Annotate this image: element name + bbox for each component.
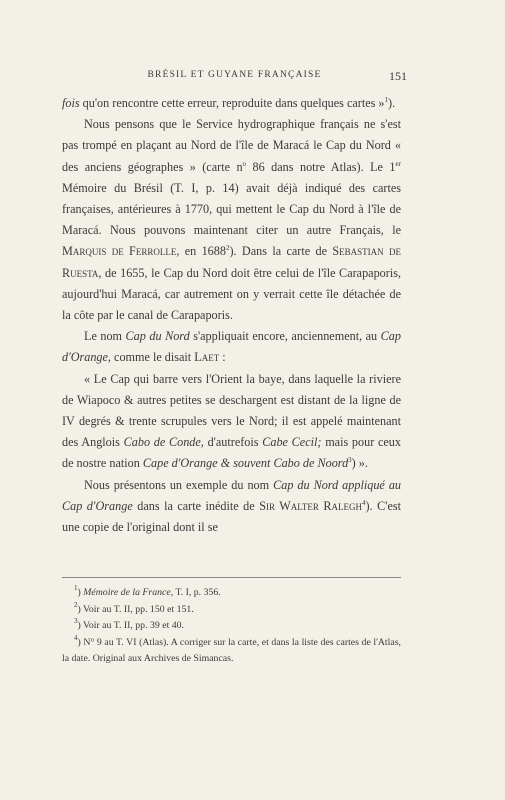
- paragraph-continuation: [62, 93, 401, 114]
- text-span: ).: [388, 96, 396, 110]
- footnote-3: $^3$) Voir au T. II, pp. 39 et 40.: [74, 617, 184, 631]
- italic-text: Cap du Nord appliqué au Cap d'Orange: [62, 477, 402, 513]
- footnote-ref: 4: [362, 498, 366, 507]
- footnote-number: 4: [74, 633, 78, 642]
- paragraph-ralegh: [62, 475, 401, 539]
- paragraph-quote: [62, 369, 401, 475]
- small-caps-name: Sir Walter Ralegh: [259, 498, 363, 513]
- text-span: d'autrefois: [203, 435, 263, 450]
- footnote-number: 3: [74, 617, 78, 625]
- text-span: :: [219, 350, 226, 365]
- small-caps-name: Sebastian de Ruesta: [62, 244, 401, 280]
- italic-text: Cape d'Orange & souvent Cabo de Noord: [142, 456, 349, 471]
- text-span: ). Dans la carte de: [229, 244, 333, 259]
- footnote-ref: 1: [384, 96, 389, 104]
- superscript: er: [395, 159, 401, 168]
- italic-text: Cabo de Conde,: [123, 435, 204, 450]
- text-span: Nous pensons que le Service hydrographique français ne s'est pas trompé en plaçant au Nord de l'île de Maracá le Cap du Nord « des anciens géographes » (carte n: [62, 117, 401, 174]
- footnote-text: Voir au T. II, pp. 39 et 40.: [80, 620, 184, 631]
- italic-text: Cap d'Orange,: [62, 329, 401, 365]
- footnote-ref: 3: [348, 456, 352, 465]
- italic-text: Mémoire de la France,: [83, 587, 174, 598]
- text-span: « Le Cap qui barre vers l'Orient la baye, dans laquelle la riviere de Wiapoco & autres petites se deschargent est distant de la ligne de IV degrés & trente scrupules vers le Nord; il est appelé maintenant des Anglois: [62, 371, 401, 450]
- italic-text: Cabe Cecil;: [262, 435, 322, 450]
- small-caps-name: Laet: [194, 350, 220, 365]
- footnote-text: N° 9 au T. VI (Atlas). A corriger sur la carte, et dans la liste des cartes de l'Atlas, la date. Original aux Archives de Simancas.: [62, 636, 401, 664]
- page-number: 151: [389, 69, 407, 83]
- footnote-2: $^2$) Voir au T. II, pp. 150 et 151.: [74, 600, 194, 615]
- superscript: o: [242, 159, 247, 168]
- text-span: 86 dans notre Atlas). Le 1: [246, 159, 396, 174]
- running-head: [62, 70, 407, 86]
- footnotes: [62, 585, 401, 668]
- footnote-number: 1: [74, 584, 78, 592]
- text-span: Nous présentons un exemple du nom: [84, 477, 274, 492]
- footnote-text: Voir au T. II, pp. 150 et 151.: [80, 603, 194, 615]
- text-span: , de 1655, le Cap du Nord doit être celui de l'île Carapaporis, aujourd'hui Maracá, car autrement on y verrait cette île détachée de la côte par le canal de Carapaporis.: [62, 265, 401, 323]
- paragraph-cap-du-nord: [62, 114, 401, 326]
- italic-text: Cap du Nord: [125, 329, 190, 344]
- text-span: Le nom: [84, 329, 126, 344]
- text-span: mais pour ceux de nostre nation: [62, 435, 401, 471]
- text-span: Mémoire du Brésil (T. I, p. 14) avait déjà indiqué des cartes françaises, antérieures à 1770, qui mettent le Cap du Nord à l'île de Maracá. Nous pouvons maintenant citer un autre Français, le: [62, 180, 401, 238]
- text-span: comme le disait: [110, 350, 195, 365]
- footnote-number: 2: [74, 600, 78, 609]
- text-span: s'appliquait encore, anciennement, au: [189, 329, 381, 344]
- text-span: ). C'est une copie de l'original dont il se: [62, 498, 401, 535]
- footnote-rule: [62, 577, 401, 578]
- footnote-4: $^4$) N° 9 au T. VI (Atlas). A corriger sur la carte, et dans la liste des cartes de l'Atlas, la date. Original aux Archives de Simancas.: [62, 633, 401, 664]
- footnote-text: T. I, p. 356.: [173, 587, 221, 598]
- body-text: [62, 93, 401, 538]
- footnote-1: $^1$) Mémoire de la France, T. I, p. 356.: [74, 584, 221, 598]
- italic-text: fois: [62, 96, 80, 110]
- running-title: BRÉSIL ET GUYANE FRANÇAISE: [147, 70, 322, 80]
- footnote-ref: 2: [225, 244, 230, 253]
- text-span: dans la carte inédite de: [132, 498, 260, 513]
- text-span: qu'on rencontre cette erreur, reproduite dans quelques cartes »: [79, 96, 385, 110]
- text-span: , en 1688: [176, 244, 226, 259]
- paragraph-cap-orange: [62, 326, 401, 368]
- text-span: ) ».: [351, 456, 368, 471]
- small-caps-name: Marquis de Ferrolle: [62, 244, 177, 259]
